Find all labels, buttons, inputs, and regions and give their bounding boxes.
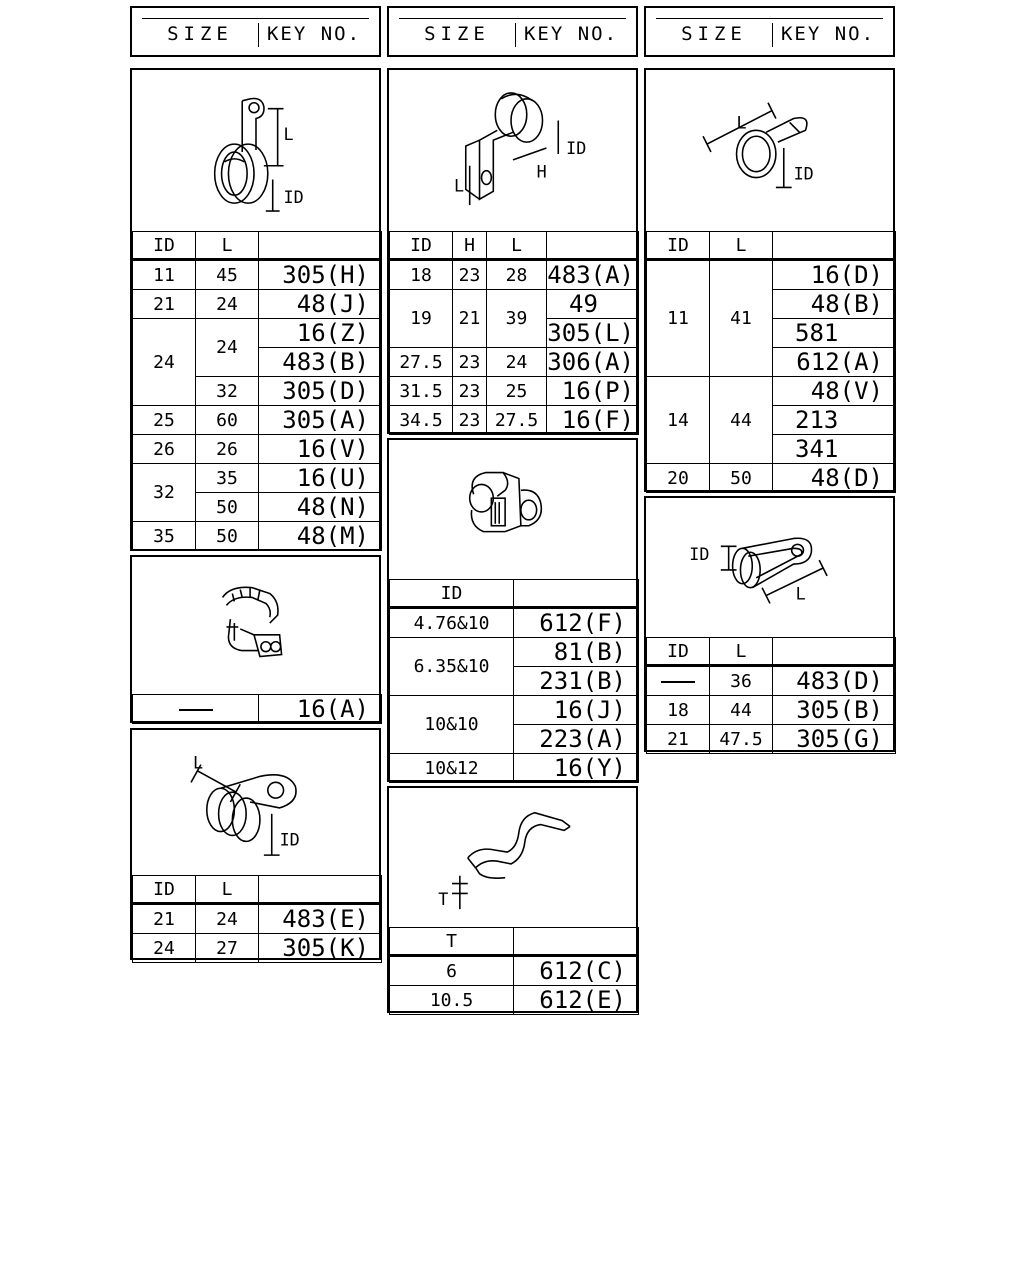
key-cell[interactable]: 612(F): [514, 608, 639, 638]
cushion-clip-figure: [132, 730, 379, 876]
loop-clip-table: [646, 637, 896, 754]
double-clip-figure: [389, 440, 636, 580]
key-label: KEY NO.: [523, 23, 619, 45]
clamp-table-band-clip: [644, 68, 895, 492]
key-cell[interactable]: 341: [773, 435, 896, 464]
cell-l: 47.5: [710, 725, 773, 754]
cell-id: 31.5: [390, 377, 453, 406]
key-cell[interactable]: 16(D): [773, 260, 896, 290]
clamp-table-strap: [387, 786, 638, 1013]
key-label: KEY NO.: [780, 23, 876, 45]
svg-text:T: T: [438, 889, 449, 910]
svg-text:L: L: [736, 112, 747, 133]
cell-l: 60: [196, 406, 259, 435]
bracket-clip-figure: [389, 70, 636, 232]
p-clip-table: [132, 231, 382, 551]
cell-id: 14: [647, 377, 710, 464]
dash-cell: [647, 666, 710, 696]
bracket-clip-table: [389, 231, 639, 435]
key-cell[interactable]: 223(A): [514, 725, 639, 754]
key-cell[interactable]: 48(B): [773, 290, 896, 319]
key-cell[interactable]: 48(N): [259, 493, 382, 522]
key-label: KEY NO.: [266, 23, 362, 45]
col-id: ID: [390, 580, 514, 608]
col-l: L: [196, 232, 259, 260]
band-clip-figure: [646, 70, 893, 232]
dash-mark: [661, 681, 695, 683]
cell-h: 23: [453, 260, 487, 290]
key-cell[interactable]: 48(D): [773, 464, 896, 493]
col-id: ID: [647, 638, 710, 666]
cell-h: 23: [453, 406, 487, 435]
cell-id: 21: [133, 290, 196, 319]
key-cell[interactable]: 305(G): [773, 725, 896, 754]
cell-id: 32: [133, 464, 196, 522]
cell-l: 50: [710, 464, 773, 493]
svg-text:ID: ID: [566, 137, 587, 158]
cell-id: 26: [133, 435, 196, 464]
key-cell[interactable]: 16(U): [259, 464, 382, 493]
col-l: L: [487, 232, 547, 260]
cell-l: 25: [487, 377, 547, 406]
key-cell[interactable]: 16(P): [547, 377, 639, 406]
loop-clip-figure: [646, 498, 893, 638]
key-cell[interactable]: 16(J): [514, 696, 639, 725]
key-cell[interactable]: 305(K): [259, 934, 382, 963]
header-col3: [644, 6, 895, 57]
cell-l: 24: [196, 290, 259, 319]
key-cell[interactable]: 305(L): [547, 319, 639, 348]
key-cell[interactable]: 231(B): [514, 667, 639, 696]
dash-mark: [179, 709, 213, 711]
cell-l: 28: [487, 260, 547, 290]
cell-id: 11: [133, 260, 196, 290]
cushion-clip-table: [132, 875, 382, 963]
cell-id: 10&12: [390, 754, 514, 783]
cell-l: 32: [196, 377, 259, 406]
key-cell[interactable]: 16(A): [259, 695, 382, 724]
cell-id: 20: [647, 464, 710, 493]
cell-l: 44: [710, 696, 773, 725]
key-cell[interactable]: 49: [547, 290, 639, 319]
key-cell[interactable]: 305(A): [259, 406, 382, 435]
key-cell[interactable]: 612(A): [773, 348, 896, 377]
cell-id: 6.35&10: [390, 638, 514, 696]
clamp-table-nylon-clip: [130, 555, 381, 723]
col-t: T: [390, 928, 514, 956]
col-l: L: [196, 876, 259, 904]
cell-id: 4.76&10: [390, 608, 514, 638]
cell-id: 24: [133, 934, 196, 963]
col-id: ID: [390, 232, 453, 260]
cell-l: 50: [196, 493, 259, 522]
svg-text:L: L: [795, 583, 806, 604]
nylon-clip-figure: [132, 557, 379, 695]
cell-id: 21: [647, 725, 710, 754]
svg-text:ID: ID: [283, 187, 304, 208]
key-cell[interactable]: 16(V): [259, 435, 382, 464]
clamp-table-bracket-clip: [387, 68, 638, 434]
clamp-table-p-clip: [130, 68, 381, 551]
key-cell[interactable]: 483(A): [547, 260, 639, 290]
cell-id: 34.5: [390, 406, 453, 435]
key-cell[interactable]: 81(B): [514, 638, 639, 667]
header-col1: [130, 6, 381, 57]
cell-id: 10&10: [390, 696, 514, 754]
size-label: SIZE: [681, 23, 747, 45]
svg-text:H: H: [536, 161, 547, 182]
cell-l: 39: [487, 290, 547, 348]
key-cell[interactable]: 306(A): [547, 348, 639, 377]
key-cell[interactable]: 612(C): [514, 956, 639, 986]
col-id: ID: [133, 876, 196, 904]
key-cell[interactable]: 48(V): [773, 377, 896, 406]
cell-id: 25: [133, 406, 196, 435]
cell-h: 23: [453, 377, 487, 406]
svg-text:L: L: [453, 175, 465, 196]
cell-l: 36: [710, 666, 773, 696]
key-cell[interactable]: 48(J): [259, 290, 382, 319]
p-clip-figure: [132, 70, 379, 232]
nylon-clip-table: [132, 694, 382, 724]
cell-id: 21: [133, 904, 196, 934]
cell-l: 26: [196, 435, 259, 464]
key-cell[interactable]: 305(H): [259, 260, 382, 290]
key-cell[interactable]: 16(F): [547, 406, 639, 435]
cell-id: 18: [647, 696, 710, 725]
svg-text:ID: ID: [689, 544, 710, 565]
cell-l: 44: [710, 377, 773, 464]
double-clip-table: [389, 579, 639, 783]
key-cell[interactable]: 305(B): [773, 696, 896, 725]
col-id: ID: [133, 232, 196, 260]
dash-cell: [133, 695, 259, 724]
cell-id: 11: [647, 260, 710, 377]
key-cell[interactable]: 483(E): [259, 904, 382, 934]
header-col2: [387, 6, 638, 57]
key-cell[interactable]: 483(D): [773, 666, 896, 696]
key-cell[interactable]: 581: [773, 319, 896, 348]
cell-id: 18: [390, 260, 453, 290]
strap-figure: [389, 788, 636, 928]
cell-l: 27: [196, 934, 259, 963]
clamp-table-loop-clip: [644, 496, 895, 752]
cell-l: 35: [196, 464, 259, 493]
col-l: L: [710, 232, 773, 260]
key-cell[interactable]: 213: [773, 406, 896, 435]
cell-t: 6: [390, 956, 514, 986]
clamp-table-cushion-clip: [130, 728, 381, 960]
cell-l: 24: [196, 904, 259, 934]
cell-h: 23: [453, 348, 487, 377]
col-id: ID: [647, 232, 710, 260]
col-h: H: [453, 232, 487, 260]
cell-l: 24: [487, 348, 547, 377]
cell-id: 27.5: [390, 348, 453, 377]
cell-h: 21: [453, 290, 487, 348]
key-cell[interactable]: 16(Y): [514, 754, 639, 783]
key-cell[interactable]: 612(E): [514, 986, 639, 1015]
cell-l: 50: [196, 522, 259, 551]
key-cell[interactable]: 16(Z): [259, 319, 382, 348]
cell-id: 35: [133, 522, 196, 551]
key-cell[interactable]: 48(M): [259, 522, 382, 551]
clamp-table-double-clip: [387, 438, 638, 782]
key-cell[interactable]: 483(B): [259, 348, 382, 377]
cell-t: 10.5: [390, 986, 514, 1015]
size-label: SIZE: [167, 23, 233, 45]
svg-text:L: L: [283, 124, 294, 145]
col-l: L: [710, 638, 773, 666]
cell-l: 45: [196, 260, 259, 290]
svg-text:ID: ID: [279, 829, 300, 850]
cell-l: 41: [710, 260, 773, 377]
svg-text:ID: ID: [793, 163, 814, 184]
cell-l: 24: [196, 319, 259, 377]
cell-id: 19: [390, 290, 453, 348]
key-cell[interactable]: 305(D): [259, 377, 382, 406]
cell-id: 24: [133, 319, 196, 406]
size-label: SIZE: [424, 23, 490, 45]
cell-l: 27.5: [487, 406, 547, 435]
band-clip-table: [646, 231, 896, 493]
strap-table: [389, 927, 639, 1015]
svg-text:L: L: [193, 752, 204, 773]
